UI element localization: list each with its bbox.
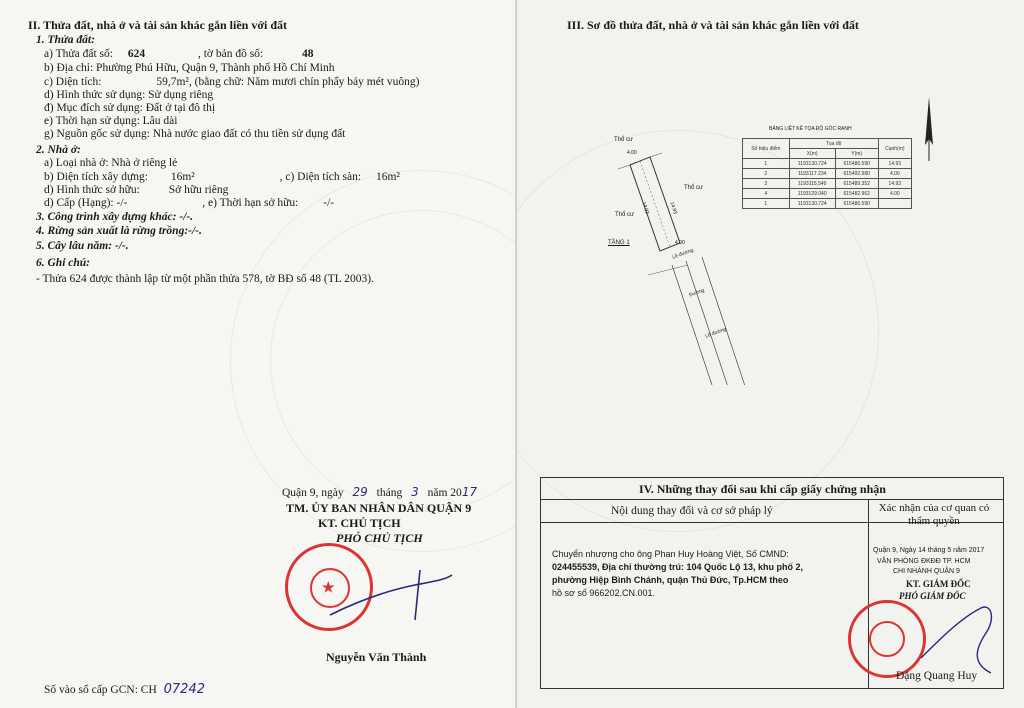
house-heading: 2. Nhà ở: bbox=[36, 144, 81, 156]
house-grade: d) Cấp (Hạng): -/- , e) Thời hạn sở hữu: -/- bbox=[44, 197, 335, 209]
signer-name: Nguyễn Văn Thành bbox=[326, 650, 427, 664]
label-tho-cu-3: Thổ cư bbox=[615, 212, 635, 218]
label-tho-cu-2: Thổ cư bbox=[684, 185, 704, 191]
table-row: 1 1193130.724 615486.590 14.93 bbox=[743, 159, 912, 169]
dim-top: 4.00 bbox=[627, 150, 637, 156]
confirm-org2: CHI NHÁNH QUẬN 9 bbox=[893, 568, 960, 575]
sign-kt: KT. CHỦ TỊCH bbox=[318, 516, 401, 530]
perennial-trees: 5. Cây lâu năm: -/-. bbox=[36, 240, 129, 252]
table-row: 2 1193117.234 615492.980 4.00 bbox=[743, 169, 912, 179]
changes-box bbox=[540, 477, 1004, 689]
land-duration: e) Thời hạn sử dụng: Lâu dài bbox=[44, 115, 178, 127]
label-le-duong-2: Lề đường bbox=[704, 326, 728, 340]
land-area: c) Diện tích: 59,7m², (bằng chữ: Năm mươi chín phẩy bảy mét vuông) bbox=[44, 76, 420, 88]
coord-header-x: X(m) bbox=[789, 149, 835, 159]
changes-title-row bbox=[541, 478, 1003, 500]
official-stamp: ★ bbox=[285, 543, 373, 631]
confirm-org1: VĂN PHÒNG ĐKĐĐ TP. HCM bbox=[877, 558, 971, 565]
sign-org: TM. ỦY BAN NHÂN DÂN QUẬN 9 bbox=[286, 501, 472, 515]
gcn-number: Số vào sổ cấp GCN: CH 07242 bbox=[44, 682, 205, 697]
table-row: 4 1193129.040 615482.962 4.00 bbox=[743, 189, 912, 199]
coord-header-coord: Tọa độ bbox=[789, 139, 878, 149]
coord-header-edge: Cạnh(m) bbox=[878, 139, 911, 159]
dim-right: 14.93 bbox=[668, 201, 679, 215]
coord-header-point: Số hiệu điểm bbox=[743, 139, 790, 159]
coord-table-title: BẢNG LIỆT KÊ TỌA ĐỘ GÓC RANH bbox=[769, 126, 852, 132]
dim-left: 14.93 bbox=[640, 201, 651, 215]
house-type: a) Loại nhà ở: Nhà ở riêng lẻ bbox=[44, 157, 178, 169]
changes-title: IV. Những thay đổi sau khi cấp giấy chứng nhận bbox=[639, 482, 886, 496]
section-title: II. Thửa đất, nhà ở và tài sản khác gắn liền với đất bbox=[28, 18, 288, 32]
label-duong: Đường bbox=[688, 287, 706, 299]
table-row: 3 1193115.549 615489.352 14.93 bbox=[743, 179, 912, 189]
land-number-line: a) Thửa đất số: 624 , tờ bản đồ số: 48 bbox=[44, 48, 314, 60]
north-arrow-icon bbox=[919, 95, 939, 165]
land-usage-form: d) Hình thức sử dụng: Sử dụng riêng bbox=[44, 89, 214, 101]
notes-heading: 6. Ghi chú: bbox=[36, 257, 90, 269]
confirm-kt: KT. GIÁM ĐỐC bbox=[906, 579, 971, 589]
house-ownership: d) Hình thức sở hữu: Sở hữu riêng bbox=[44, 184, 229, 196]
production-forest: 4. Rừng sản xuất là rừng trồng:-/-. bbox=[36, 225, 202, 237]
dim-bottom: 4.00 bbox=[675, 240, 685, 246]
signature-mark bbox=[320, 560, 460, 640]
confirm-date: Quận 9, Ngày 14 tháng 5 năm 2017 bbox=[873, 547, 985, 554]
label-tang-1: TẦNG 1 bbox=[608, 240, 630, 246]
label-tho-cu-1: Thổ cư bbox=[614, 137, 634, 143]
changes-col2-header: Xác nhận của cơ quan có thẩm quyền bbox=[878, 502, 990, 527]
confirm-role: PHÓ GIÁM ĐỐC bbox=[899, 591, 966, 601]
land-origin: g) Nguồn gốc sử dụng: Nhà nước giao đất có thu tiền sử dụng đất bbox=[44, 128, 346, 140]
notes-text: - Thửa 624 được thành lập từ một phần thửa 578, tờ BĐ số 48 (TL 2003). bbox=[36, 273, 374, 285]
table-row: 1 1193130.724 615486.590 bbox=[743, 199, 912, 209]
land-address: b) Địa chỉ: Phường Phú Hữu, Quận 9, Thành phố Hồ Chí Minh bbox=[44, 62, 335, 74]
diagram-section-title: III. Sơ đồ thửa đất, nhà ở và tài sản khác gắn liền với đất bbox=[567, 18, 859, 32]
sign-role: PHÓ CHỦ TỊCH bbox=[336, 531, 423, 545]
land-purpose: đ) Mục đích sử dụng: Đất ở tại đô thị bbox=[44, 102, 216, 114]
label-le-duong-1: Lề đường bbox=[671, 247, 695, 261]
coord-header-y: Y(m) bbox=[835, 149, 878, 159]
coord-table bbox=[742, 138, 912, 209]
confirm-signer-name: Đặng Quang Huy bbox=[896, 670, 978, 682]
land-heading: 1. Thửa đất: bbox=[36, 34, 95, 46]
changes-col1-header: Nội dung thay đổi và cơ sở pháp lý bbox=[611, 505, 773, 517]
sign-date: Quận 9, ngày 29 tháng 3 năm 2017 bbox=[282, 485, 478, 499]
confirm-signature-mark bbox=[911, 588, 1001, 678]
house-area: b) Diện tích xây dựng: 16m² , c) Diện tích sàn: 16m² bbox=[44, 171, 400, 183]
changes-entry: Chuyển nhượng cho ông Phan Huy Hoàng Việt, Số CMND: 024455539, Địa chỉ thường trú: 104 Quốc Lộ 13, khu phố 2, phường Hiệp Bình Chánh, quận Thủ Đức, Tp.HCM theo hồ sơ số 966202.CN.001. bbox=[552, 549, 803, 598]
other-construction: 3. Công trình xây dựng khác: -/-. bbox=[36, 211, 194, 223]
